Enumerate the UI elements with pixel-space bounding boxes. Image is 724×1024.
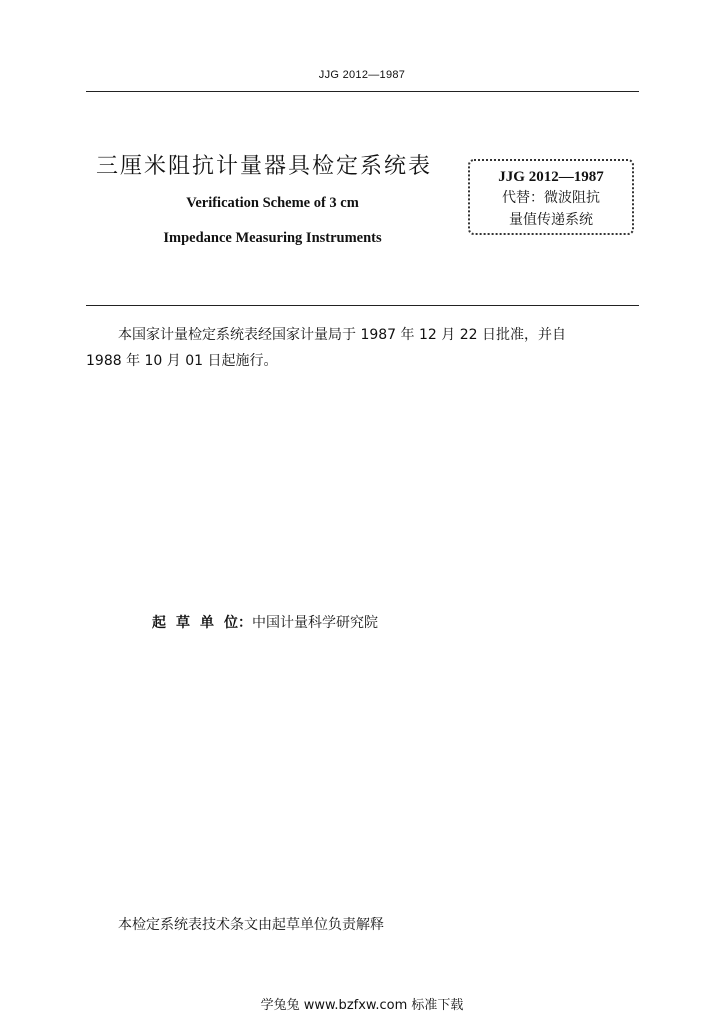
approval-line2: 1988 年 10 月 01 日起施行。 [86,353,278,369]
header-standard-code: JJG 2012—1987 [318,69,406,81]
drafting-unit-label-end: 位： [224,615,252,631]
header-rule [86,91,639,92]
drafting-unit-label: 起草单 [152,615,224,631]
title-english-line2: Impedance Measuring Instruments [163,230,382,246]
standard-code: JJG 2012—1987 [498,169,604,185]
approval-line1: 本国家计量检定系统表经国家计量局于 1987 年 12 月 22 日批准，并自 [118,327,566,343]
footer-watermark: 学兔兔 www.bzfxw.com 标准下载 [260,998,464,1013]
standard-code-box [468,159,634,235]
title-english-line1: Verification Scheme of 3 cm [186,195,359,211]
drafting-unit-value: 中国计量科学研究院 [252,615,378,631]
interpretation-note: 本检定系统表技术条文由起草单位负责解释 [118,917,384,933]
drafting-unit [152,612,378,632]
approval-paragraph [86,322,639,374]
replaces-line1: 代替：微波阻抗 [502,190,600,206]
replaces-line2: 量值传递系统 [509,212,593,228]
title-chinese: 三厘米阻抗计量器具检定系统表 [96,154,433,179]
section-rule [86,305,639,306]
